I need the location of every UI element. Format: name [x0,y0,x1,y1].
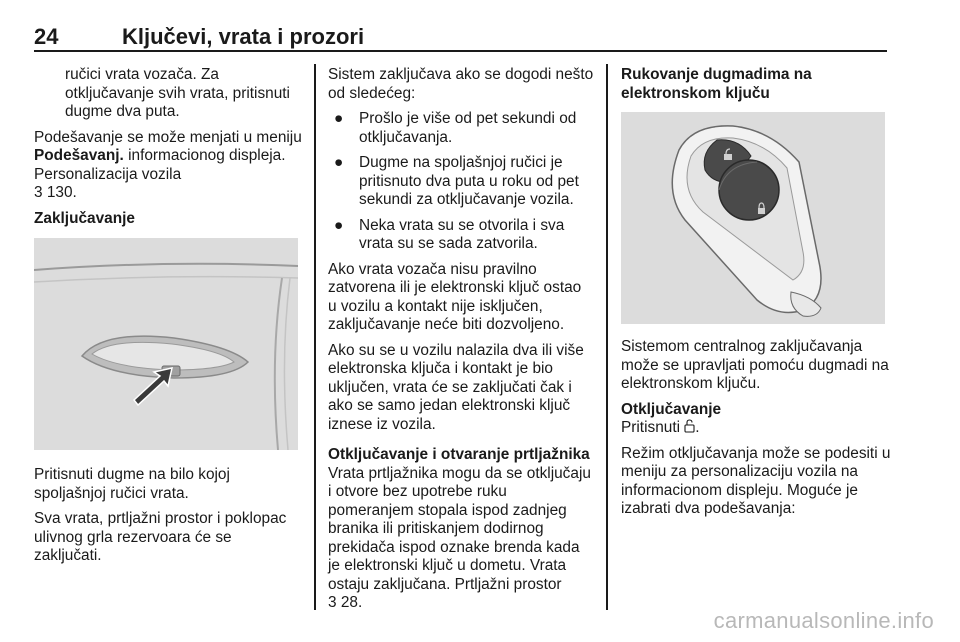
bullet-text: Prošlo je više od pet sekundi od otključavanja. [359,110,577,146]
left-lower-text [34,466,302,573]
lock-button-icon [719,160,779,220]
right-column-lower [621,338,891,526]
press-end: . [695,419,700,436]
continued-paragraph: ručici vrata vozača. Za otključavanje svih vrata, pritisnuti dugme dva puta. [65,66,290,120]
page-reference[interactable]: 3 130. [34,184,77,201]
unlock-padlock-icon [684,419,695,433]
locking-heading-block [34,210,302,229]
press-label: Pritisnuti [621,419,681,436]
trunk-text: Vrata prtljažnika mogu da se otključaju i otvore bez upotrebe ruku pomeranjem stopala ispod zadnjeg branika ili pritiskanjem dodirnog prekidača ispod oznake brenda kada je elektronski ključ u dometu. Vrata ostaju zaključana. Prtljažni prostor [328,464,591,593]
left-column [34,66,302,210]
figure-caption: Pritisnuti dugme na bilo kojoj spoljašnjoj ručici vrata. [34,466,230,502]
electronic-key-figure [621,112,885,324]
trunk-page-reference[interactable]: 3 28. [328,594,363,611]
watermark: carmanualsonline.info [713,608,934,633]
two-keys-paragraph: Ako su se u vozilu nalazila dva ili više elektronska ključa i kontakt je bio uključen, vrata će se zaključati čak i ako se samo jedan elektronski ključ iznese iz vozila. [328,341,584,433]
unlock-symbol-icon [724,154,732,160]
settings-menu-name: Podešavanj. [34,147,124,164]
trunk-paragraph [328,465,594,613]
bullet-dot: ● [334,154,344,171]
driver-door-paragraph: Ako vrata vozača nisu pravilno zatvorena ili je elektronski ključ ostao u vozilu a kontakt nije isključen, zaključavanje neće biti dozvoljeno. [328,260,582,333]
key-buttons-heading: Rukovanje dugmadima na elektronskom ključu [621,66,812,102]
press-instruction [621,419,891,438]
bullet-item [328,154,594,210]
column-divider-left [314,64,316,610]
bullet-text: Dugme na spoljašnjoj ručici je pritisnuto dva puta u roku od pet sekundi za otključavanje vozila. [359,154,579,208]
trunk-heading: Otključavanje i otvaranje prtljažnika [328,446,590,463]
right-column-top [621,66,891,103]
bullet-dot: ● [334,110,344,127]
page-title: Ključevi, vrata i prozori [122,24,365,49]
settings-text-start: Podešavanje se može menjati u meniju [34,128,302,146]
unlock-mode-paragraph: Režim otključavanja može se podesiti u meniju za personalizaciju vozila na informacionom displeju. Moguće je izabrati dva podešavanja: [621,444,891,517]
bullet-text: Neka vrata su se otvorila i sva vrata su se sada zatvorila. [359,216,565,252]
central-locking-paragraph: Sistemom centralnog zaključavanja može se upravljati pomoću dugmadi na elektronskom ključu. [621,338,889,392]
page-number: 24 [34,24,59,49]
unlocking-heading: Otključavanje [621,400,722,418]
locking-heading: Zaključavanje [34,210,135,227]
settings-text-end: informacionog displeja. Personalizacija vozila [34,147,286,183]
header-rule [34,50,887,52]
middle-column [328,66,594,620]
bullet-item [328,217,594,254]
lock-symbol-icon [758,208,765,214]
locking-result-paragraph: Sva vrata, prtljažni prostor i poklopac ulivnog grla rezervoara će se zaključati. [34,510,287,564]
bullet-item [328,110,594,147]
settings-paragraph [34,129,302,203]
bullet-dot: ● [334,216,344,234]
column-divider-right [606,64,608,610]
lock-conditions-intro: Sistem zaključava ako se dogodi nešto od sledećeg: [328,66,594,102]
door-handle-figure [34,238,298,450]
